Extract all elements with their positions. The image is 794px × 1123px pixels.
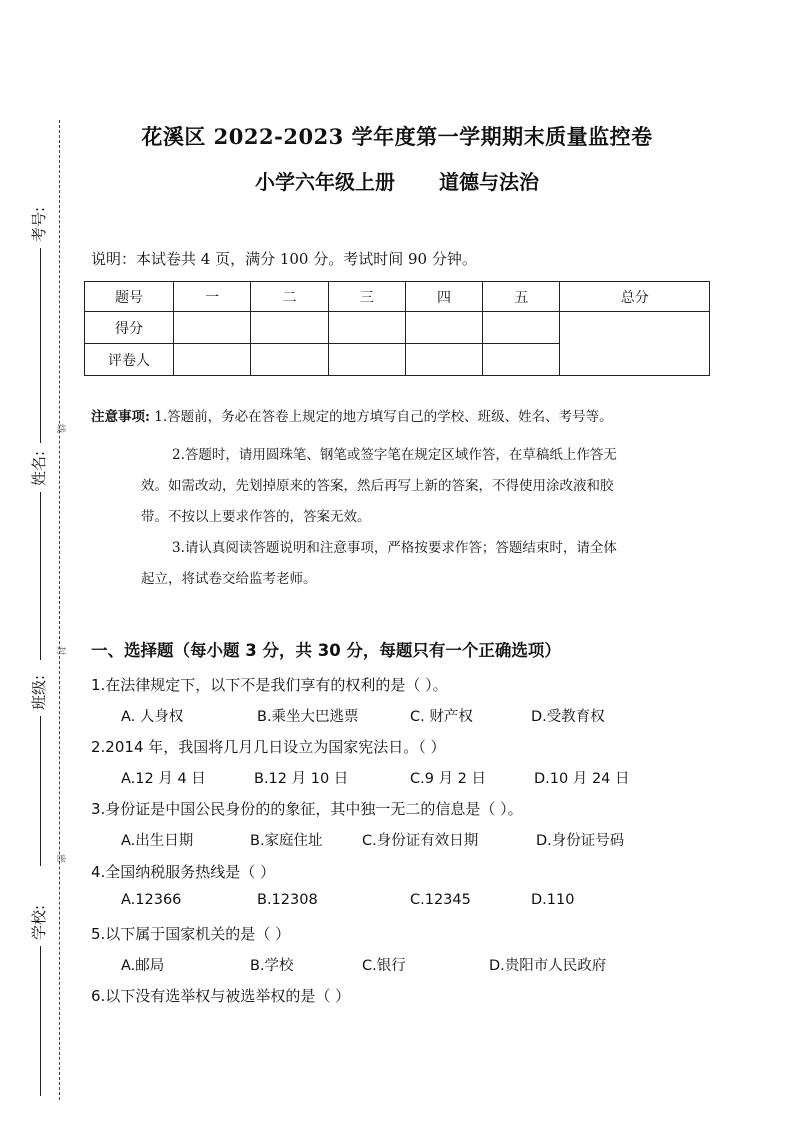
grader-cell[interactable] — [174, 344, 251, 376]
q3-option-c[interactable]: C.身份证有效日期 — [362, 833, 479, 849]
exam-description: 说明：本试卷共 4 页，满分 100 分。考试时间 90 分钟。 — [91, 250, 477, 268]
question-3: 3.身份证是中国公民身份的的象征，其中独一无二的信息是（ ）。 — [91, 800, 523, 818]
name-line — [40, 492, 41, 660]
header-cell-3: 三 — [328, 282, 405, 312]
binding-dashed-line — [59, 120, 60, 1100]
q2-option-b[interactable]: B.12 月 10 日 — [254, 771, 349, 787]
q4-option-d[interactable]: D.110 — [531, 892, 575, 908]
name-label: 姓名: — [30, 450, 48, 486]
seal-mark-mi: 密 — [55, 854, 65, 864]
question-5: 5.以下属于国家机关的是（ ） — [91, 925, 291, 943]
q4-option-a[interactable]: A.12366 — [121, 892, 182, 908]
q2-option-c[interactable]: C.9 月 2 日 — [410, 771, 487, 787]
q3-option-a[interactable]: A.出生日期 — [121, 833, 194, 849]
school-label: 学校: — [30, 904, 48, 940]
score-row-label: 得分 — [85, 312, 174, 344]
q2-option-d[interactable]: D.10 月 24 日 — [534, 771, 630, 787]
question-2: 2.2014 年，我国将几月几日设立为国家宪法日。（ ） — [91, 738, 446, 756]
score-cell[interactable] — [328, 312, 405, 344]
q2-option-a[interactable]: A.12 月 4 日 — [121, 771, 206, 787]
total-score-cell[interactable] — [560, 312, 710, 376]
q5-option-a[interactable]: A.邮局 — [121, 958, 165, 974]
exam-subtitle — [0, 166, 794, 195]
notice-item-1: 注意事项: 1.答题前，务必在答卷上规定的地方填写自己的学校、班级、姓名、考号等。 — [91, 409, 613, 425]
class-line — [40, 716, 41, 866]
question-4: 4.全国纳税服务热线是（ ） — [91, 863, 276, 881]
notice-item-3-line-1: 3.请认真阅读答题说明和注意事项，严格按要求作答；答题结束时，请全体 — [172, 540, 617, 556]
q5-option-d[interactable]: D.贵阳市人民政府 — [489, 958, 607, 974]
grader-cell[interactable] — [483, 344, 560, 376]
score-row — [85, 312, 710, 344]
header-cell-5: 五 — [483, 282, 560, 312]
q3-option-b[interactable]: B.家庭住址 — [250, 833, 323, 849]
q5-option-b[interactable]: B.学校 — [250, 958, 294, 974]
score-table — [84, 281, 710, 376]
score-cell[interactable] — [174, 312, 251, 344]
score-table-header-row — [85, 282, 710, 312]
score-cell[interactable] — [483, 312, 560, 344]
class-label: 班级: — [30, 674, 48, 710]
school-line — [40, 946, 41, 1096]
q3-option-d[interactable]: D.身份证号码 — [536, 833, 625, 849]
header-cell-2: 二 — [251, 282, 328, 312]
grader-cell[interactable] — [405, 344, 482, 376]
exam-number-label: 考号: — [30, 206, 48, 242]
grade-label: 小学六年级上册 — [255, 170, 395, 194]
q1-option-c[interactable]: C. 财产权 — [410, 709, 473, 725]
grader-cell[interactable] — [251, 344, 328, 376]
notice-item-3-line-2: 起立，将试卷交给监考老师。 — [141, 571, 317, 587]
q1-option-a[interactable]: A. 人身权 — [121, 709, 184, 725]
notice-item-2-line-3: 带。不按以上要求作答的，答案无效。 — [141, 509, 371, 525]
exam-number-line — [40, 248, 41, 443]
question-6: 6.以下没有选举权与被选举权的是（ ） — [91, 987, 351, 1005]
grader-row-label: 评卷人 — [85, 344, 174, 376]
notice-item-2-line-1: 2.答题时，请用圆珠笔、钢笔或签字笔在规定区域作答，在草稿纸上作答无 — [172, 447, 617, 463]
q1-option-b[interactable]: B.乘坐大巴逃票 — [257, 709, 359, 725]
subject-label: 道德与法治 — [439, 170, 539, 194]
header-cell-4: 四 — [405, 282, 482, 312]
q5-option-c[interactable]: C.银行 — [362, 958, 406, 974]
question-1: 1.在法律规定下，以下不是我们享有的权利的是（ ）。 — [91, 676, 448, 694]
notice-item-2-line-2: 效。如需改动，先划掉原来的答案，然后再写上新的答案，不得使用涂改液和胶 — [141, 478, 614, 494]
score-cell[interactable] — [251, 312, 328, 344]
seal-mark-xian: 线 — [55, 424, 65, 434]
header-cell-question-number: 题号 — [85, 282, 174, 312]
notice-label: 注意事项: — [91, 409, 150, 425]
score-cell[interactable] — [405, 312, 482, 344]
q1-option-d[interactable]: D.受教育权 — [531, 709, 605, 725]
seal-mark-feng: 封 — [55, 646, 65, 656]
exam-title: 花溪区 2022-2023 学年度第一学期期末质量监控卷 — [141, 124, 653, 149]
grader-cell[interactable] — [328, 344, 405, 376]
q4-option-b[interactable]: B.12308 — [257, 892, 318, 908]
section-heading: 一、选择题（每小题 3 分，共 30 分，每题只有一个正确选项） — [91, 641, 561, 660]
q4-option-c[interactable]: C.12345 — [410, 892, 471, 908]
header-cell-1: 一 — [174, 282, 251, 312]
header-cell-total: 总分 — [560, 282, 710, 312]
